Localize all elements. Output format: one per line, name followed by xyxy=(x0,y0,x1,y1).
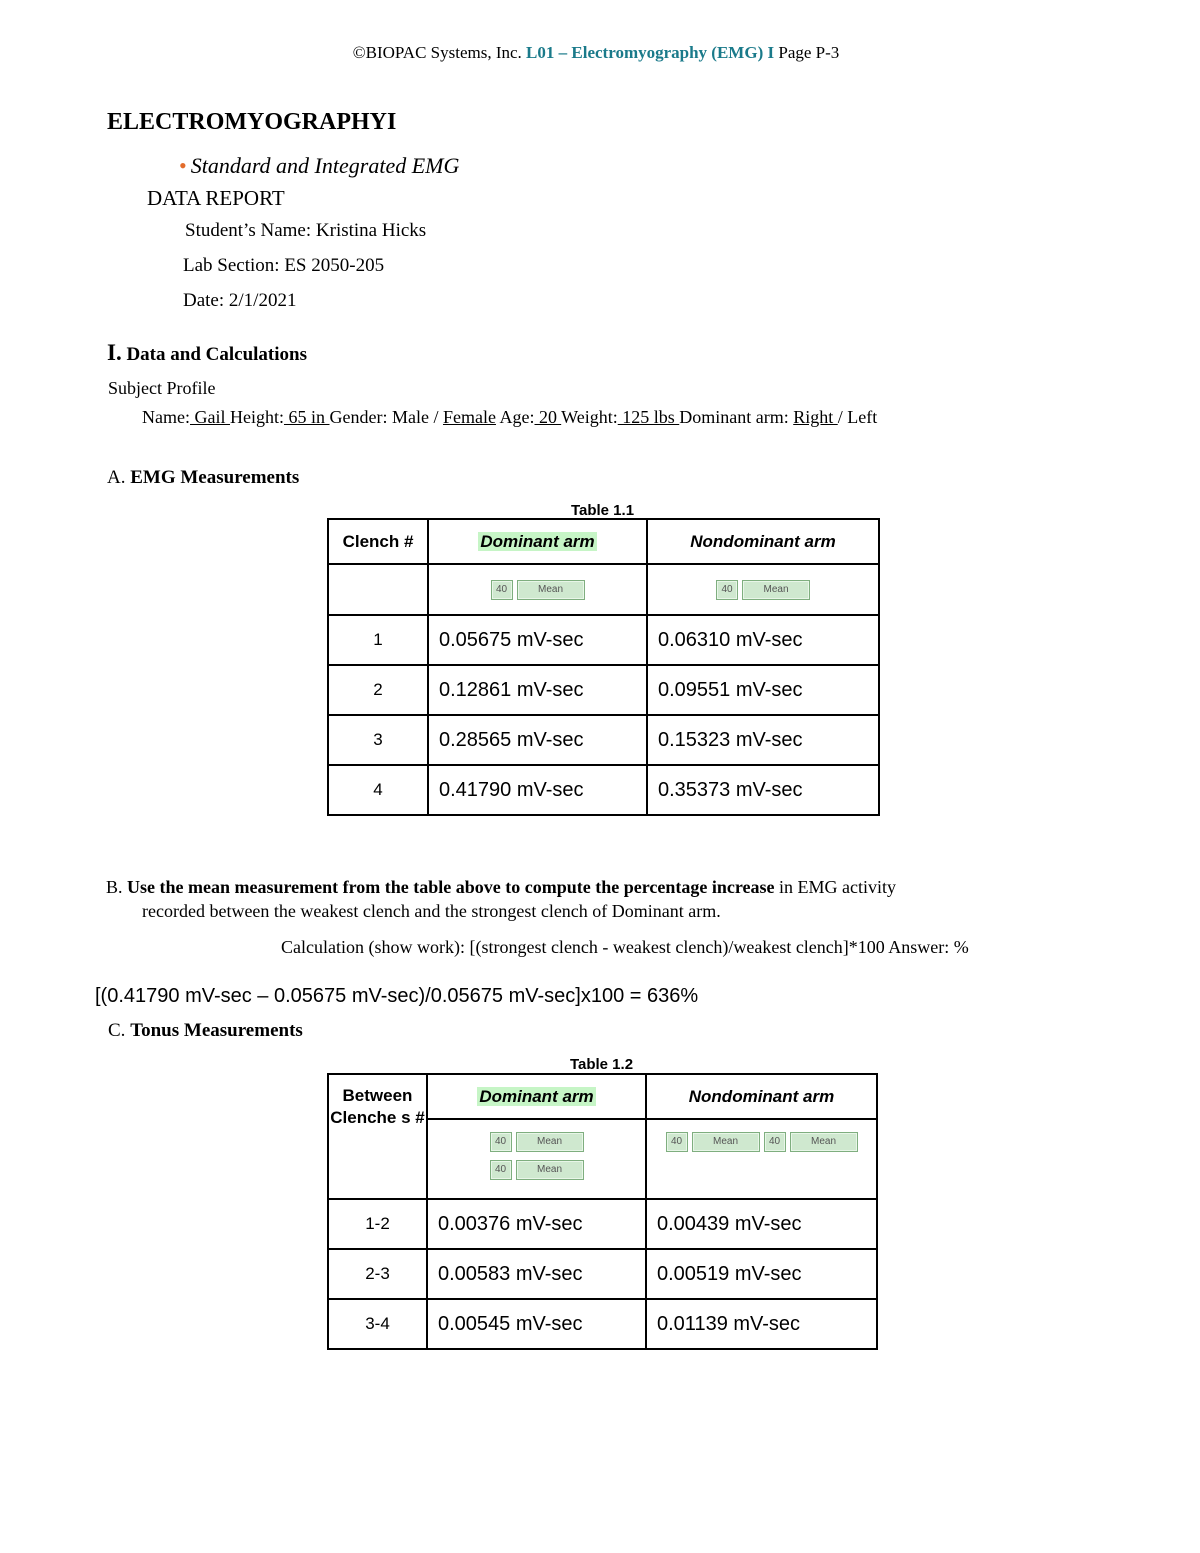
emg-measurements-table xyxy=(327,518,880,816)
profile-arm-right: Right xyxy=(793,407,838,427)
mean-button[interactable]: Mean xyxy=(742,580,810,600)
col-header-dominant xyxy=(427,1074,646,1119)
clench-pair: 2-3 xyxy=(328,1249,427,1299)
profile-age: 20 xyxy=(534,407,562,427)
section-a-title: EMG Measurements xyxy=(130,467,300,488)
channel-button[interactable]: 40 xyxy=(716,580,738,600)
section-c-letter: C. xyxy=(108,1020,126,1041)
nondominant-value: 0.09551 mV-sec xyxy=(647,665,879,715)
report-title: DATA REPORT xyxy=(147,186,285,210)
section-b-letter: B. xyxy=(106,877,123,897)
lab-section: ES 2050-205 xyxy=(284,255,385,276)
student-name-line xyxy=(185,220,426,242)
section-b-line1 xyxy=(106,877,896,898)
dominant-measure-cell xyxy=(427,1119,646,1199)
col-header-clench: Clench # xyxy=(328,519,428,564)
student-name: Kristina Hicks xyxy=(315,220,427,241)
profile-gender-female: Female xyxy=(442,407,496,427)
nondominant-value: 0.00439 mV-sec xyxy=(646,1199,877,1249)
mean-button[interactable]: Mean xyxy=(516,1132,584,1152)
profile-name: Gail xyxy=(189,407,230,427)
dominant-value: 0.00376 mV-sec xyxy=(427,1199,646,1249)
profile-weight-label: Weight: xyxy=(561,407,618,427)
nondominant-value: 0.35373 mV-sec xyxy=(647,765,879,815)
table-row xyxy=(328,665,879,715)
section-b-rest: in EMG activity xyxy=(774,877,897,897)
subtitle-row xyxy=(179,153,459,179)
clench-pair: 3-4 xyxy=(328,1299,427,1349)
date-line xyxy=(183,290,296,312)
profile-weight: 125 lbs xyxy=(617,407,680,427)
table-row xyxy=(328,615,879,665)
section-roman: I. xyxy=(107,340,122,365)
document-title: ELECTROMYOGRAPHYI xyxy=(107,109,397,135)
clench-number: 2 xyxy=(328,665,428,715)
nondominant-value: 0.01139 mV-sec xyxy=(646,1299,877,1349)
clench-number: 3 xyxy=(328,715,428,765)
col-header-between-clenches: Between Clenche s # xyxy=(328,1074,427,1199)
student-name-label: Student’s Name: xyxy=(185,220,312,241)
profile-gender-label: Gender: xyxy=(329,407,388,427)
dominant-value: 0.12861 mV-sec xyxy=(428,665,647,715)
channel-button[interactable]: 40 xyxy=(666,1132,688,1152)
table-row xyxy=(328,765,879,815)
table-row xyxy=(328,1299,877,1349)
dominant-arm-label: Dominant arm xyxy=(479,1086,594,1106)
col-header-dominant xyxy=(428,519,647,564)
subject-profile-line xyxy=(142,407,877,428)
table-header-row xyxy=(328,1074,877,1119)
table-row xyxy=(328,1199,877,1249)
section-c-title: Tonus Measurements xyxy=(130,1020,303,1041)
mean-button[interactable]: Mean xyxy=(790,1132,858,1152)
clench-number: 1 xyxy=(328,615,428,665)
col-header-nondominant: Nondominant arm xyxy=(646,1074,877,1119)
clench-number: 4 xyxy=(328,765,428,815)
nondominant-value: 0.00519 mV-sec xyxy=(646,1249,877,1299)
profile-height-label: Height: xyxy=(229,407,284,427)
col-header-nondominant: Nondominant arm xyxy=(647,519,879,564)
date-label: Date: xyxy=(183,290,225,311)
calculation-answer: [(0.41790 mV-sec – 0.05675 mV-sec)/0.05675 mV-sec]x100 = 636% xyxy=(95,985,699,1007)
dominant-value: 0.41790 mV-sec xyxy=(428,765,647,815)
bullet-icon: • xyxy=(179,153,187,178)
page-header xyxy=(0,43,1192,63)
subtitle: Standard and Integrated EMG xyxy=(190,153,460,178)
channel-button[interactable]: 40 xyxy=(490,1160,512,1180)
calculation-instruction: Calculation (show work): [(strongest clench - weakest clench)/weakest clench]*100 Answer: % xyxy=(281,937,969,957)
nondominant-measure-cell xyxy=(647,564,879,615)
empty-cell xyxy=(328,564,428,615)
table-button-row xyxy=(328,564,879,615)
dominant-value: 0.00545 mV-sec xyxy=(427,1299,646,1349)
section-a-heading xyxy=(107,467,299,489)
lab-section-line xyxy=(183,255,384,277)
header-lesson: L01 – Electromyography (EMG) I xyxy=(526,43,775,62)
header-company: ©BIOPAC Systems, Inc. xyxy=(352,43,522,62)
mean-button[interactable]: Mean xyxy=(517,580,585,600)
section-heading-data-calculations xyxy=(107,340,307,366)
section-b-line2: recorded between the weakest clench and the strongest clench of Dominant arm. xyxy=(142,901,721,921)
mean-button[interactable]: Mean xyxy=(692,1132,760,1152)
lab-section-label: Lab Section: xyxy=(183,255,280,276)
date-value: 2/1/2021 xyxy=(228,290,297,311)
dominant-arm-label: Dominant arm xyxy=(480,531,595,551)
clench-pair: 1-2 xyxy=(328,1199,427,1249)
dominant-measure-cell xyxy=(428,564,647,615)
table-1-2-caption: Table 1.2 xyxy=(569,1056,634,1073)
table-1-1-caption: Table 1.1 xyxy=(570,502,635,519)
section-a-letter: A. xyxy=(107,467,126,488)
profile-age-label: Age: xyxy=(499,407,535,427)
channel-button[interactable]: 40 xyxy=(491,580,513,600)
profile-gender-male: Male / xyxy=(391,407,439,427)
channel-button[interactable]: 40 xyxy=(490,1132,512,1152)
dominant-value: 0.00583 mV-sec xyxy=(427,1249,646,1299)
mean-button[interactable]: Mean xyxy=(516,1160,584,1180)
profile-arm-left: / Left xyxy=(837,407,878,427)
nondominant-measure-cell xyxy=(646,1119,877,1199)
profile-height: 65 in xyxy=(283,407,330,427)
table-row xyxy=(328,1249,877,1299)
profile-name-label: Name: xyxy=(142,407,190,427)
table-row xyxy=(328,715,879,765)
nondominant-value: 0.15323 mV-sec xyxy=(647,715,879,765)
section-heading-text: Data and Calculations xyxy=(126,344,307,365)
section-c-heading xyxy=(108,1020,303,1042)
dominant-value: 0.05675 mV-sec xyxy=(428,615,647,665)
header-page: Page P-3 xyxy=(778,43,840,62)
subject-profile-label: Subject Profile xyxy=(108,378,216,398)
section-b-bold: Use the mean measurement from the table above to compute the percentage increase xyxy=(127,877,775,897)
nondominant-value: 0.06310 mV-sec xyxy=(647,615,879,665)
channel-button[interactable]: 40 xyxy=(764,1132,786,1152)
tonus-measurements-table xyxy=(327,1073,878,1350)
dominant-value: 0.28565 mV-sec xyxy=(428,715,647,765)
table-header-row xyxy=(328,519,879,564)
profile-arm-label: Dominant arm: xyxy=(679,407,789,427)
